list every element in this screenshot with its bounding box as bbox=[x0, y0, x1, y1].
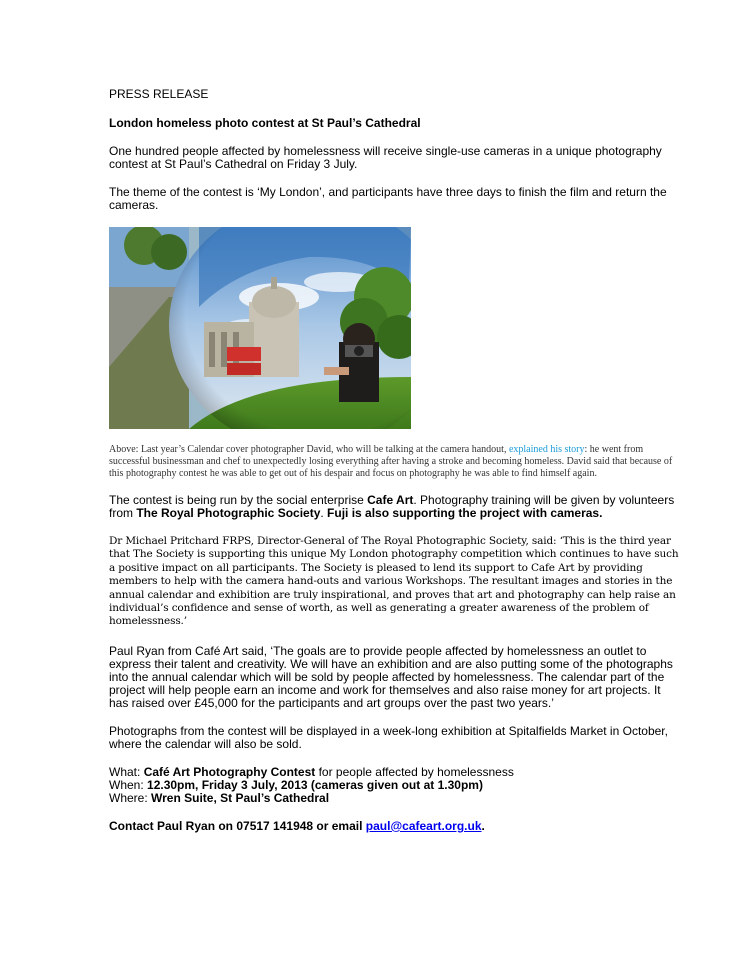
theme-paragraph: The theme of the contest is ‘My London’, and participants have three days to finish the film and return the cameras. bbox=[109, 185, 667, 212]
exhibition-paragraph: Photographs from the contest will be displayed in a week-long exhibition at Spitalfields Market in October, where the calendar will also be sold. bbox=[109, 723, 668, 751]
press-release-label: PRESS RELEASE bbox=[109, 87, 209, 101]
where-label: Where: bbox=[109, 790, 152, 805]
explained-his-story-link[interactable]: explained his story bbox=[508, 444, 585, 455]
detail-where bbox=[109, 792, 679, 805]
contact-line bbox=[109, 820, 679, 833]
cathedral-reflection-photo bbox=[109, 227, 411, 429]
what-rest: for people affected by homelessness bbox=[315, 764, 514, 779]
contact-text: Contact Paul Ryan on 07517 141948 or email bbox=[109, 818, 366, 833]
when-label: When: bbox=[109, 777, 148, 792]
cafe-art-name: Cafe Art bbox=[367, 493, 414, 507]
event-details bbox=[109, 766, 679, 805]
caption-text-start: Above: Last year’s Calendar cover photographer David, who will be talking at the camera handout, bbox=[109, 444, 509, 455]
what-label: What: bbox=[109, 764, 144, 779]
contact-end: . bbox=[481, 818, 485, 833]
intro-paragraph: One hundred people affected by homelessness will receive single-use cameras in a unique photography contest at St Paul’s Cathedral on Friday 3 July. bbox=[109, 144, 662, 171]
press-release-document bbox=[109, 88, 679, 833]
rps-quote-paragraph: Dr Michael Pritchard FRPS, Director-General of The Royal Photographic Society, said: ‘This is the third year that The Society is supporting this unique My London photography competition which continues to have such a positive impact on all participants. The Society is pleased to lend its support to Cafe Art by providing members to help with the camera hand-outs and various Workshops. The resultant images and stories in the annual calendar and exhibition are truly inspirational, and proves that art and photography can help raise an individual’s confidence and sense of worth, as well as generating a greater awareness of the problem of homelessness.’ bbox=[109, 535, 679, 628]
when-value: 12.30pm, Friday 3 July, 2013 (cameras given out at 1.30pm) bbox=[147, 777, 483, 792]
fuji-support: Fuji is also supporting the project with cameras. bbox=[327, 506, 603, 520]
organizers-paragraph bbox=[109, 494, 679, 520]
where-value: Wren Suite, St Paul’s Cathedral bbox=[151, 790, 330, 805]
organizers-text-2: . Photography training will be given by volunteers from bbox=[109, 493, 675, 520]
photo-illustration bbox=[109, 227, 411, 429]
organizers-text-1: The contest is being run by the social enterprise bbox=[109, 493, 368, 507]
headline: London homeless photo contest at St Paul’s Cathedral bbox=[109, 116, 421, 130]
email-link[interactable]: paul@cafeart.org.uk bbox=[365, 818, 482, 833]
caption-text-end: : he went from successful businessman and chef to unexpectedly losing everything after having a stroke and becoming homeless. David said that because of this photography contest he was able to get out of his despair and focus on photography he was able to find himself again. bbox=[109, 444, 673, 479]
organizers-text-3: . bbox=[320, 506, 328, 520]
what-value: Café Art Photography Contest bbox=[143, 764, 316, 779]
photo-caption bbox=[109, 444, 679, 480]
paul-ryan-quote-paragraph: Paul Ryan from Café Art said, ‘The goals are to provide people affected by homelessness an outlet to express their talent and creativity. We will have an exhibition and are also putting some of the photographs into the annual calendar which will be sold by people affected by homelessness. The calendar part of the project will help people earn an income and work for themselves and also raise money for art projects. It has raised over £45,000 for the participants and art groups over the past two years.’ bbox=[109, 643, 673, 710]
rps-name: The Royal Photographic Society bbox=[136, 506, 321, 520]
